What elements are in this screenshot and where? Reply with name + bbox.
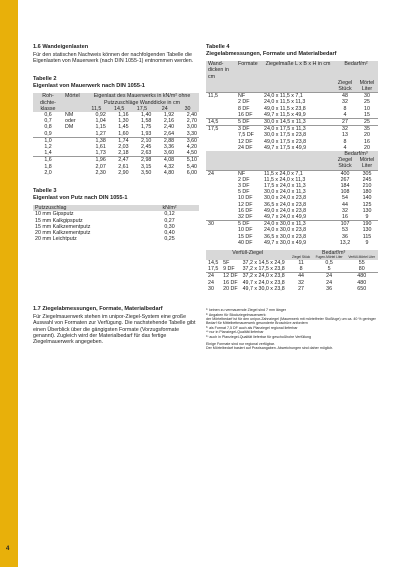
t2-value: 1,16 xyxy=(118,111,129,118)
footnote-line: ⁵⁾ auch in Planziegel-Qualität lieferbar für geschoßhohe Verfüllung xyxy=(206,334,312,339)
t2-value: 2,10 xyxy=(131,137,154,144)
t2-rohdichte: 1,6 xyxy=(33,157,63,164)
table-row xyxy=(206,240,378,246)
t3-header-unit: kN/m² xyxy=(162,205,177,212)
t4-cell: 49,7 x 24,0 x 49,9 xyxy=(264,214,307,221)
verfuell-cell: 17,5 xyxy=(208,266,219,273)
t4-cell: 54 xyxy=(342,195,348,202)
t4-cell: 49,7 x 17,5 x 49,9 xyxy=(264,144,307,151)
t2-value: 4,50 xyxy=(186,150,197,157)
t4-cell: 32 xyxy=(342,207,348,214)
t2-value: 4,80 xyxy=(163,169,175,176)
t2-col-header: 14,5 xyxy=(114,105,125,112)
t2-rohdichte: 1,0 xyxy=(33,137,63,144)
verfuell-cell: 24 xyxy=(206,273,221,280)
t4-cell: 180 xyxy=(362,189,372,196)
t4-cell: 267 xyxy=(340,176,350,183)
t4-cell: 24,0 x 30,0 x 23,8 xyxy=(264,227,307,234)
t2-value: 4,32 xyxy=(163,163,175,170)
t4-header-bedarf: Bedarf/m² xyxy=(344,61,368,68)
t4-cell: 400 xyxy=(334,170,356,177)
t4-cell: 184 xyxy=(340,183,350,190)
side-color-bar xyxy=(0,0,18,567)
verfuell-h-ziegel: Ziegel Stück xyxy=(291,255,311,260)
t2-value: 1,96 xyxy=(85,157,108,164)
table-row xyxy=(206,214,378,221)
t4-cell: 24,0 x 17,5 x 11,3 xyxy=(262,126,334,133)
t4-cell: 36,5 x 30,0 x 23,8 xyxy=(264,233,307,240)
t4-cell: 125 xyxy=(362,201,372,208)
t4-cell: 7,5 DF xyxy=(238,132,254,139)
t2-value: 5,40 xyxy=(186,163,197,170)
t4-cell: 30,0 x 24,0 x 23,8 xyxy=(264,195,307,202)
t4-cell: 108 xyxy=(340,189,350,196)
t2-value: 1,75 xyxy=(141,124,152,131)
t2-value: 2,61 xyxy=(118,163,129,170)
t2-value: 2,16 xyxy=(163,118,175,125)
t4-cell: 17,5 x 24,0 x 11,3 xyxy=(264,183,306,190)
t4-cell: 30,0 x 17,5 x 23,8 xyxy=(264,132,307,139)
t2-moertel: oder xyxy=(65,118,76,125)
verfuell-cell: 650 xyxy=(357,285,367,292)
t4-cell: 20 xyxy=(364,144,370,151)
t4-cell: 16 xyxy=(364,138,370,145)
t4-cell: 48 xyxy=(334,93,356,100)
t2-value: 2,88 xyxy=(153,137,176,144)
t4-cell: 4 xyxy=(343,111,347,118)
verfuell-bedarf-header: Bedarf/m³ xyxy=(322,250,346,257)
table-3 xyxy=(33,205,199,242)
t4-cell: 32 DF xyxy=(238,214,253,221)
t3-value: 0,25 xyxy=(164,236,175,243)
verfuell-cell: 480 xyxy=(357,279,367,286)
t4-cell: 140 xyxy=(362,195,372,202)
t2-moertel: NM xyxy=(65,111,74,118)
verfuell-cell: 8 xyxy=(299,266,303,273)
t3-putz: 15 mm Kalkgipsputz xyxy=(35,217,83,224)
verfuell-cell: 24 xyxy=(326,279,333,286)
footnotes xyxy=(206,308,380,351)
t4-cell: 16 DF xyxy=(238,207,253,214)
t4-cell: 5 DF xyxy=(236,119,262,126)
t2-value: 1,45 xyxy=(118,124,129,131)
t3-value: 0,12 xyxy=(164,211,175,218)
table-row xyxy=(33,157,199,164)
footnote-line: Bedarf für Mittelbettmauerwerk gesonderte Broschüre anfordern xyxy=(206,321,308,326)
verfuell-cell: 55 xyxy=(358,260,365,267)
table-4 xyxy=(206,61,378,246)
t2-moertel xyxy=(63,137,85,144)
t4-cell: 8 xyxy=(343,138,347,145)
t2-moertel xyxy=(63,170,85,176)
verfuell-cell: 5 xyxy=(327,266,331,273)
t2-value: 2,70 xyxy=(186,118,197,125)
t4-cell: 30,0 x 14,5 x 11,3 xyxy=(262,119,334,126)
t2-value: 1,58 xyxy=(141,118,152,125)
t2-value: 2,07 xyxy=(95,163,106,170)
t4-cell: 40 DF xyxy=(238,239,253,246)
t4-cell: 210 xyxy=(362,183,372,190)
page-number: 4 xyxy=(6,546,10,552)
t2-value: 3,60 xyxy=(163,150,175,157)
t3-value: 0,30 xyxy=(164,223,175,230)
t4-cell: NF xyxy=(236,170,262,177)
t4-cell: 11,5 x 24,0 x 7,1 xyxy=(262,170,334,177)
table-4-title: Tabelle 4 xyxy=(206,44,230,50)
t2-value: 1,04 xyxy=(95,118,106,125)
t4-header-bedarf-m3: Bedarf/m³ xyxy=(344,151,368,158)
footnote-line: ⁴⁾ nur in Planziegel-Qualität lieferbar xyxy=(206,330,264,335)
t2-moertel: DM xyxy=(65,124,74,131)
t2-value: 1,93 xyxy=(141,130,152,137)
t4-cell: 9 xyxy=(365,214,369,221)
verfuell-cell: 12 DF xyxy=(221,273,240,280)
t4-cell: 11,5 x 24,0 x 11,3 xyxy=(264,176,306,183)
t3-putz: 15 mm Kalkzementputz xyxy=(35,223,91,230)
table-verfuell xyxy=(206,250,378,292)
t4-cell: NF xyxy=(236,93,262,100)
t4-cell: 25 xyxy=(356,119,378,126)
t4-cell: 2 DF xyxy=(238,176,250,183)
t4-header-ziegel-stueck-2: Ziegel Stück xyxy=(337,157,353,170)
t2-value: 2,18 xyxy=(118,150,129,157)
t2-rohdichte: 0,7 xyxy=(44,118,52,125)
t4-header-ziegelmasse: Ziegelmaße L x B x H in cm xyxy=(265,61,331,68)
t2-value: 4,20 xyxy=(186,144,197,150)
verfuell-cell: 11 xyxy=(298,260,304,267)
t3-putz: 20 mm Kalkzementputz xyxy=(35,230,91,237)
t4-wanddicke: 24 xyxy=(206,170,236,177)
t4-cell: 190 xyxy=(356,221,378,228)
t4-cell: 32 xyxy=(342,99,348,106)
verfuell-cell: 37,2 x 24,0 x 23,8 xyxy=(241,273,290,280)
t2-col-header: 17,5 xyxy=(136,105,148,112)
t3-value: 0,27 xyxy=(164,217,175,224)
t4-cell: 30 xyxy=(356,93,378,100)
table-row xyxy=(33,137,199,144)
t4-cell: 13,2 xyxy=(339,239,351,246)
t4-header-wand: Wand-dicken in cm xyxy=(208,61,229,80)
t4-cell: 24 DF xyxy=(238,144,253,151)
t2-value: 1,27 xyxy=(95,130,106,137)
t2-value: 1,15 xyxy=(95,124,106,131)
t2-value: 1,92 xyxy=(163,111,175,118)
t2-rohdichte: 0,9 xyxy=(44,130,52,137)
table-2-title: Tabelle 2 xyxy=(33,76,57,83)
table-3-title: Tabelle 3 xyxy=(33,188,57,195)
t4-cell: 130 xyxy=(362,227,372,234)
table-row xyxy=(33,236,199,242)
verfuell-label: Verfüll-Ziegel xyxy=(232,250,264,257)
t2-value: 2,90 xyxy=(118,169,129,176)
t3-value: 0,40 xyxy=(164,230,175,237)
t2-col-header: 11,5 xyxy=(91,105,102,112)
t4-cell: 24,0 x 11,5 x 7,1 xyxy=(262,93,334,100)
t3-header-putz: Putzzuschlag xyxy=(35,205,67,212)
t2-value: 2,98 xyxy=(131,157,154,164)
t3-putz: 10 mm Gipsputz xyxy=(35,211,74,218)
table-row xyxy=(206,126,378,133)
footnote-line: Einige Formate sind nur regional verfügbar. xyxy=(206,341,275,346)
t4-header-moertel-liter-2: Mörtel Liter xyxy=(359,157,375,170)
verfuell-cell: 49,7 x 24,0 x 23,8 xyxy=(242,279,285,286)
t2-value: 2,45 xyxy=(141,144,152,150)
verfuell-cell: 480 xyxy=(345,273,378,280)
t2-value: 1,60 xyxy=(118,130,129,137)
verfuell-cell: 5F xyxy=(223,260,230,267)
t2-moertel xyxy=(63,131,85,138)
t2-value: 2,47 xyxy=(108,157,131,164)
t4-cell: 107 xyxy=(334,221,356,228)
section-1-6-text: Für den statischen Nachweis können der nachfolgenden Tabelle die Eigenlasten von Mauerwerk (nach DIN 1055-1) entnommen werden. xyxy=(33,51,194,64)
footnote-line: ²⁾ Angaben für Blockziegelmauerwerk: xyxy=(206,312,267,317)
t4-cell: 5 DF xyxy=(236,221,262,228)
left-column xyxy=(33,44,201,346)
t4-cell: 35 xyxy=(356,126,378,133)
t4-wanddicke: 14,5 xyxy=(206,119,236,126)
verfuell-cell: 0,5 xyxy=(325,260,333,267)
t2-value: 2,30 xyxy=(95,169,106,176)
t2-value: 3,50 xyxy=(141,169,152,176)
t4-cell: 49,0 x 17,5 x 23,8 xyxy=(264,138,307,145)
t2-rohdichte: 0,6 xyxy=(44,111,52,118)
t2-value: 3,15 xyxy=(141,163,152,170)
verfuell-cell: 36 xyxy=(326,285,333,292)
table-row xyxy=(206,119,378,126)
table-row xyxy=(206,112,378,119)
t4-cell: 4 xyxy=(343,144,347,151)
t4-cell: 115 xyxy=(362,233,372,240)
t4-cell: 32 xyxy=(334,126,356,133)
verfuell-cell: 49,7 x 30,0 x 23,8 xyxy=(242,285,285,292)
t2-rohdichte: 2,0 xyxy=(44,169,52,176)
table-2-subtitle: Eigenlast von Mauerwerk nach DIN 1055-1 xyxy=(33,82,145,89)
table-row xyxy=(206,273,378,280)
verfuell-cell: 37,2 x 14,5 x 24,9 xyxy=(242,260,285,267)
t4-cell: 10 xyxy=(364,105,370,112)
t4-cell: 24,0 x 30,0 x 11,3 xyxy=(262,221,334,228)
t4-wanddicke: 17,5 xyxy=(206,126,236,133)
table-row xyxy=(206,266,378,273)
t4-cell: 8 DF xyxy=(238,105,250,112)
t2-value: 2,64 xyxy=(163,130,175,137)
t2-value: 3,60 xyxy=(176,137,199,144)
verfuell-cell: 9 DF xyxy=(223,266,235,273)
t4-cell: 49,7 x 30,0 x 49,9 xyxy=(264,239,307,246)
t2-value: 5,10 xyxy=(176,157,199,164)
t2-value: 1,61 xyxy=(95,144,106,150)
t4-wanddicke: 11,5 xyxy=(206,93,236,100)
t4-cell: 36 xyxy=(342,233,348,240)
right-column xyxy=(206,44,380,351)
verfuell-cell: 37,2 x 17,5 x 23,8 xyxy=(242,266,285,273)
t4-cell: 15 xyxy=(364,111,370,118)
verfuell-cell: 24 xyxy=(313,273,346,280)
t4-cell: 305 xyxy=(356,170,378,177)
verfuell-cell: 32 xyxy=(298,279,305,286)
verfuell-cell: 20 DF xyxy=(223,285,238,292)
footnote-line: der Mörtelbedarf ist für den unipor-Zahnziegel (Mauerwerk mit mörtelfreier Stoßfuge) um ca. 40 % geringer xyxy=(206,316,376,321)
t2-col-header: 30 xyxy=(184,105,191,112)
t4-cell: 49,0 x 11,5 x 23,8 xyxy=(264,105,306,112)
t4-cell: 49,0 x 24,0 x 23,8 xyxy=(264,207,307,214)
t2-value: 0,92 xyxy=(95,111,106,118)
footnote-line: ¹⁾ keinen zu vermauernde Ziegel sind 7 mm länger xyxy=(206,308,286,313)
t4-cell: 10 DF xyxy=(238,195,253,202)
table-4-subtitle: Ziegelabmessungen, Formate und Materialbedarf xyxy=(206,50,337,57)
t4-cell: 9 xyxy=(365,239,369,246)
table-3-subtitle: Eigenlast von Putz nach DIN 1055-1 xyxy=(33,194,128,201)
t4-wanddicke: 30 xyxy=(206,221,236,228)
t4-cell: 13 xyxy=(342,132,348,139)
t2-value: 3,36 xyxy=(163,144,175,150)
verfuell-cell: 27 xyxy=(298,285,305,292)
t2-value: 1,38 xyxy=(85,137,108,144)
verfuell-cell: 44 xyxy=(289,273,312,280)
t2-value: 1,40 xyxy=(141,111,152,118)
t2-value: 2,40 xyxy=(186,111,197,118)
t2-moertel xyxy=(63,150,85,157)
t4-cell: 8 xyxy=(343,105,347,112)
t4-header-format: Formate xyxy=(238,61,258,68)
table-2 xyxy=(33,93,199,176)
verfuell-cell: 30 xyxy=(208,285,214,292)
t4-cell: 245 xyxy=(362,176,372,183)
t4-header-moertel-liter: Mörtel Liter xyxy=(359,79,375,92)
t4-cell: 12 DF xyxy=(238,138,253,145)
t4-cell: 10 DF xyxy=(238,227,253,234)
t4-cell: 12 DF xyxy=(238,201,253,208)
t4-cell: 44 xyxy=(342,201,348,208)
t4-cell: 3 DF xyxy=(236,126,262,133)
table-row xyxy=(33,170,199,176)
t2-value: 2,63 xyxy=(141,150,152,157)
t2-header-moertel: Mörtel xyxy=(65,93,80,100)
section-1-6-heading: 1.6 Wandeigenlasten xyxy=(33,44,89,50)
t2-value: 2,03 xyxy=(118,144,129,150)
verfuell-cell: 24 xyxy=(208,279,214,286)
verfuell-cell: 16 DF xyxy=(223,279,238,286)
table-row xyxy=(206,286,378,292)
t4-cell: 5 DF xyxy=(238,189,250,196)
t2-value: 1,30 xyxy=(118,118,129,125)
t2-rohdichte: 0,8 xyxy=(44,124,52,131)
footnote-line: ³⁾ als Format 7,5 DF auch als Planziegel regional lieferbar xyxy=(206,325,298,330)
section-1-7-heading: 1.7 Ziegelabmessungen, Formate, Materialbedarf xyxy=(33,306,163,313)
verfuell-cell: 14,5 xyxy=(208,260,219,267)
table-row xyxy=(206,93,378,100)
t2-value: 3,00 xyxy=(186,124,197,131)
t4-cell: 16 xyxy=(342,214,348,221)
t4-header-ziegel-stueck: Ziegel Stück xyxy=(337,79,353,92)
t3-putz: 20 mm Leichtputz xyxy=(35,236,77,243)
t4-cell: 25 xyxy=(364,99,370,106)
t2-col-header: 24 xyxy=(161,105,168,112)
t4-cell: 36,5 x 24,0 x 23,8 xyxy=(264,201,307,208)
t4-cell: 27 xyxy=(334,119,356,126)
t2-value: 1,73 xyxy=(95,150,106,157)
t2-value: 1,74 xyxy=(108,137,131,144)
footnote-line: Der Mörtelbedarf basiert auf Praxisangaben. Abweichungen sind daher möglich. xyxy=(206,346,334,351)
t4-cell: 24,0 x 11,5 x 11,3 xyxy=(264,99,306,106)
table-row xyxy=(206,170,378,177)
t2-value: 4,08 xyxy=(153,157,176,164)
table-row xyxy=(33,150,199,157)
t4-cell: 3 DF xyxy=(238,183,250,190)
verfuell-h-fugen: Fugen-Mörtel Liter xyxy=(315,255,343,260)
verfuell-h-verfuell: Verfüll-Mörtel Liter xyxy=(348,255,376,260)
t4-cell: 20 xyxy=(364,132,370,139)
section-1-7-text: Für Ziegelmauerwerk stehen im unipor-Ziegel-System eine große Auswahl von Formaten zur Verfügung. Die nachstehende Tabelle gibt einen Überblick über die gängigsten Formate (Vorzugsformate genannt). Zugleich wird der Materialbedarf für das fertige Ziegelmauerwerk angegeben. xyxy=(33,314,196,346)
t2-value: 2,40 xyxy=(163,124,175,131)
t2-value: 6,00 xyxy=(186,169,197,176)
t2-header-rohdichte: Roh-dichte-klasse xyxy=(40,93,56,112)
t2-rohdichte: 1,2 xyxy=(44,144,52,150)
t4-cell: 30,0 x 24,0 x 11,3 xyxy=(264,189,306,196)
table-row xyxy=(206,221,378,228)
t4-cell: 15 DF xyxy=(238,233,253,240)
t2-rohdichte: 1,8 xyxy=(44,163,52,170)
t2-value: 3,30 xyxy=(186,130,197,137)
t4-cell: 130 xyxy=(362,207,372,214)
t4-cell: 2 DF xyxy=(238,99,250,106)
t4-cell: 16 DF xyxy=(238,111,253,118)
t4-cell: 49,7 x 11,5 x 49,9 xyxy=(264,111,306,118)
t4-cell: 53 xyxy=(342,227,348,234)
t2-moertel xyxy=(63,157,85,164)
t2-header-eigenlast: Eigenlast des Mauerwerks in kN/m² ohne Putzzuschläge Wanddicke in cm xyxy=(93,93,191,106)
t2-rohdichte: 1,4 xyxy=(44,150,52,157)
table-row xyxy=(33,131,199,138)
verfuell-cell: 80 xyxy=(358,266,365,273)
